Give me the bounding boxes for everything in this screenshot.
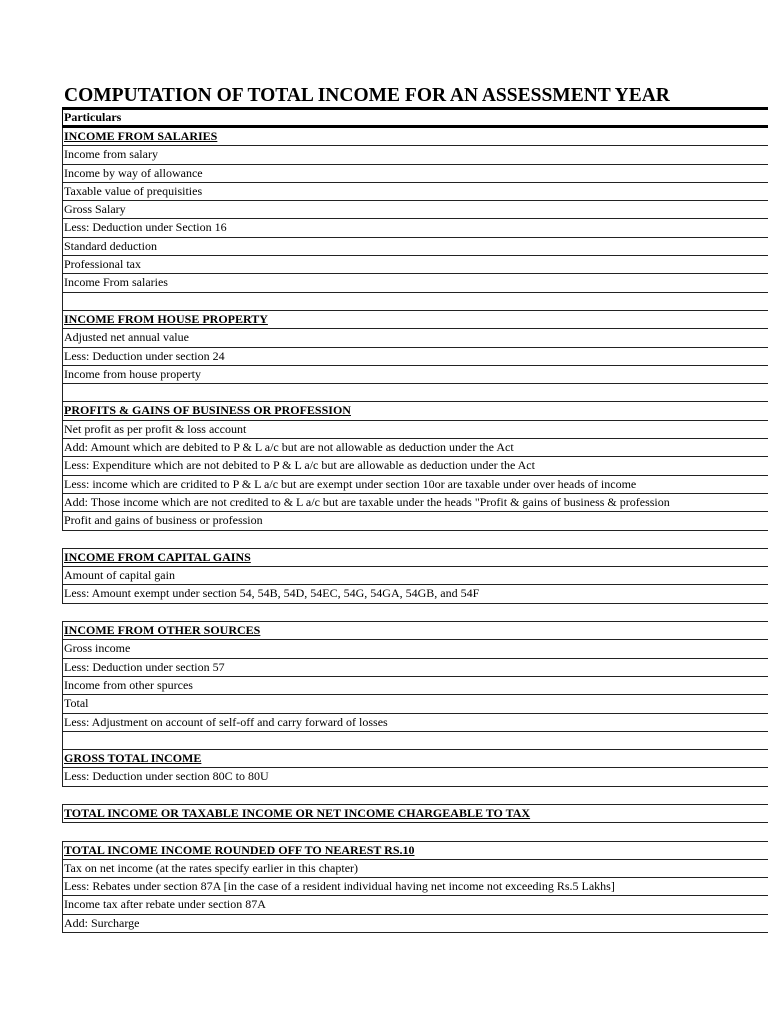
table-row: Add: Surcharge — [62, 915, 768, 933]
section-heading: TOTAL INCOME INCOME ROUNDED OFF TO NEAREST RS.10 — [62, 842, 768, 860]
table-row: Tax on net income (at the rates specify earlier in this chapter) — [62, 860, 768, 878]
table-row: Less: Expenditure which are not debited to P & L a/c but are allowable as deduction under the Act — [62, 457, 768, 475]
section-heading: INCOME FROM CAPITAL GAINS — [62, 549, 768, 567]
table-row: Add: Those income which are not credited to & L a/c but are taxable under the heads "Profit & gains of business & profession — [62, 494, 768, 512]
table-row: Net profit as per profit & loss account — [62, 421, 768, 439]
table-row: Less: Deduction under section 57 — [62, 659, 768, 677]
table-row: Gross Salary — [62, 201, 768, 219]
table-row: Less: Adjustment on account of self-off and carry forward of losses — [62, 714, 768, 732]
table-row: Income from house property — [62, 366, 768, 384]
table-row: Amount of capital gain — [62, 567, 768, 585]
section-heading: GROSS TOTAL INCOME — [62, 750, 768, 768]
section-heading: INCOME FROM OTHER SOURCES — [62, 622, 768, 640]
table-row: Income from salary — [62, 146, 768, 164]
table-row: Less: Deduction under section 80C to 80U — [62, 768, 768, 786]
table-row: Profit and gains of business or profession — [62, 512, 768, 530]
table-row: Total — [62, 695, 768, 713]
table-row: Income by way of allowance — [62, 165, 768, 183]
particulars-table-body — [62, 128, 768, 933]
section-heading: INCOME FROM SALARIES — [62, 128, 768, 146]
blank-row — [62, 293, 768, 311]
section-heading: PROFITS & GAINS OF BUSINESS OR PROFESSION — [62, 402, 768, 420]
table-row: Less: Deduction under Section 16 — [62, 219, 768, 237]
computation-sheet — [62, 84, 768, 933]
table-row: Less: Amount exempt under section 54, 54B, 54D, 54EC, 54G, 54GA, 54GB, and 54F — [62, 585, 768, 603]
blank-row — [62, 384, 768, 402]
table-row: Standard deduction — [62, 238, 768, 256]
table-row: Less: Rebates under section 87A [in the case of a resident individual having net income not exceeding Rs.5 Lakhs] — [62, 878, 768, 896]
table-row: Adjusted net annual value — [62, 329, 768, 347]
blank-row — [62, 787, 768, 805]
column-header-particulars: Particulars — [62, 107, 768, 128]
table-row: Income from other spurces — [62, 677, 768, 695]
table-row: Professional tax — [62, 256, 768, 274]
section-heading: INCOME FROM HOUSE PROPERTY — [62, 311, 768, 329]
table-row: Add: Amount which are debited to P & L a/c but are not allowable as deduction under the Act — [62, 439, 768, 457]
table-row: Income From salaries — [62, 274, 768, 292]
table-row: Income tax after rebate under section 87A — [62, 896, 768, 914]
blank-row — [62, 823, 768, 841]
table-row: Gross income — [62, 640, 768, 658]
document-title: COMPUTATION OF TOTAL INCOME FOR AN ASSESSMENT YEAR — [64, 85, 670, 106]
blank-row — [62, 604, 768, 622]
table-row: Less: income which are cridited to P & L a/c but are exempt under section 10or are taxable under over heads of income — [62, 476, 768, 494]
blank-row — [62, 531, 768, 549]
table-row: Less: Deduction under section 24 — [62, 348, 768, 366]
table-row: Taxable value of prequisities — [62, 183, 768, 201]
blank-row — [62, 732, 768, 750]
section-heading: TOTAL INCOME OR TAXABLE INCOME OR NET INCOME CHARGEABLE TO TAX — [62, 805, 768, 823]
